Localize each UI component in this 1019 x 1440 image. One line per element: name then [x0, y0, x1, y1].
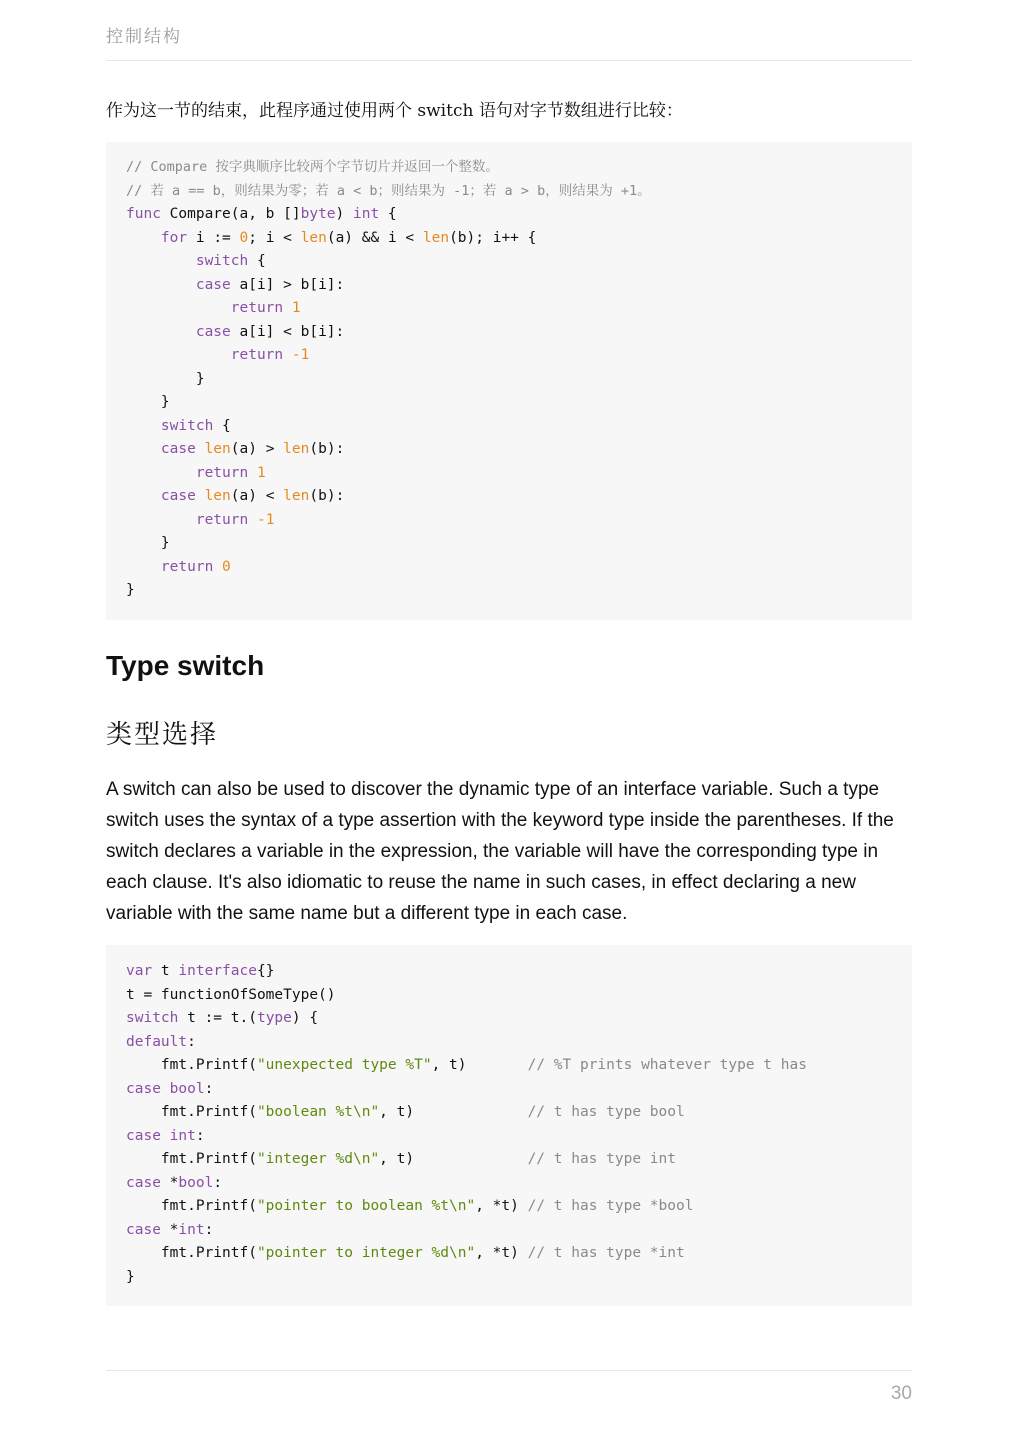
code-token: case	[126, 1174, 161, 1191]
code-token: len	[204, 488, 231, 504]
code-token: switch	[195, 253, 249, 269]
code-token: :	[213, 1174, 223, 1191]
code-token	[283, 347, 292, 363]
code-line	[126, 1078, 892, 1102]
code-token	[126, 230, 161, 246]
code-token	[196, 441, 205, 457]
code-token: return	[230, 300, 284, 316]
code-line	[126, 1172, 892, 1196]
code-line	[126, 1054, 892, 1078]
code-block-type-switch	[106, 945, 912, 1306]
code-token: int	[353, 206, 380, 222]
code-token: }	[126, 582, 135, 598]
code-token: bool	[178, 1174, 214, 1191]
code-token: func	[126, 206, 161, 222]
code-token: {}	[256, 963, 275, 979]
code-line	[126, 274, 892, 298]
code-line	[126, 1148, 892, 1172]
code-line	[126, 250, 892, 274]
code-line	[126, 297, 892, 321]
code-token: // 若 a == b，则结果为零；若 a < b；则结果为 -1；若 a > b，则结果为 +1。	[126, 182, 651, 199]
code-token: , t)	[379, 1104, 528, 1120]
code-token: (a) && i <	[326, 229, 423, 246]
code-token: // t has type int	[527, 1151, 676, 1167]
code-token: switch	[160, 417, 214, 434]
code-token: (b); i++ {	[449, 229, 537, 246]
code-token: }	[126, 370, 205, 387]
code-token: case	[160, 488, 196, 504]
code-token: (a) <	[230, 488, 284, 504]
code-token: ) {	[291, 1010, 319, 1026]
code-token: , *t)	[475, 1198, 528, 1214]
code-token: return	[160, 558, 214, 575]
code-token	[248, 465, 257, 481]
code-token: {	[379, 206, 397, 222]
code-token	[196, 488, 205, 504]
code-token	[126, 300, 231, 316]
code-token: byte	[300, 206, 336, 222]
code-block-compare	[106, 142, 912, 620]
code-token: return	[195, 464, 249, 481]
code-token	[126, 253, 196, 269]
code-token	[126, 512, 196, 528]
code-line	[126, 391, 892, 415]
code-line	[126, 438, 892, 462]
page-number: 30	[890, 1383, 912, 1404]
code-token: // t has type *int	[527, 1245, 685, 1261]
code-token: , t)	[431, 1057, 528, 1073]
code-token: {	[248, 253, 266, 269]
code-line	[126, 462, 892, 486]
code-token: return	[195, 511, 249, 528]
code-token: 1	[256, 464, 266, 481]
code-line	[126, 1007, 892, 1031]
code-token: switch	[126, 1010, 179, 1026]
code-token: t = functionOfSomeType()	[126, 986, 336, 1003]
code-token: len	[283, 488, 310, 504]
code-token: "unexpected type %T"	[256, 1057, 432, 1073]
code-token: bool	[169, 1080, 205, 1097]
code-token: type	[256, 1010, 292, 1026]
code-token	[126, 441, 161, 457]
code-token	[126, 277, 196, 293]
code-token: var	[126, 963, 153, 979]
code-token: len	[300, 229, 327, 246]
code-token	[126, 347, 231, 363]
code-line	[126, 1219, 892, 1243]
code-token: return	[230, 347, 284, 363]
code-line	[126, 156, 892, 180]
code-token	[283, 300, 292, 316]
code-token: Compare(a, b []	[160, 206, 301, 222]
code-token: // Compare 按字典顺序比较两个字节切片并返回一个整数。	[126, 159, 499, 175]
code-token: case	[195, 276, 231, 293]
code-line	[126, 344, 892, 368]
code-token: case	[126, 1080, 161, 1097]
code-token: -1	[291, 347, 310, 363]
intro-text: 作为这一节的结束，此程序通过使用两个 switch 语句对字节数组进行比较：	[106, 101, 683, 121]
code-token: // %T prints whatever type t has	[527, 1057, 807, 1073]
code-line	[126, 415, 892, 439]
code-line	[126, 368, 892, 392]
code-token	[126, 465, 196, 481]
code-line	[126, 1266, 892, 1290]
code-token: len	[204, 441, 231, 457]
code-token: fmt.Printf(	[126, 1057, 257, 1073]
code-token: )	[335, 206, 353, 222]
chapter-title: 控制结构	[106, 27, 182, 47]
code-token	[161, 1128, 170, 1144]
code-token: for	[160, 229, 188, 246]
body-paragraph: A switch can also be used to discover the dynamic type of an interface variable. Such a type switch uses the syntax of a type assertion with the keyword type inside the parentheses. If the switch declares a variable in the expression, the variable will have the corresponding type in each clause. It's also idiomatic to reuse the name in such cases, in effect declaring a new variable with the same name but a different type in each case.	[106, 779, 894, 924]
section-heading-zh: 类型选择	[106, 720, 219, 750]
code-token: (a) >	[230, 441, 284, 457]
section-heading-en: Type switch	[106, 650, 265, 681]
code-token: case	[195, 323, 231, 340]
code-line	[126, 1195, 892, 1219]
code-token	[126, 559, 161, 575]
code-token: "integer %d\n"	[256, 1151, 380, 1167]
code-token	[213, 559, 222, 575]
code-token: "boolean %t\n"	[256, 1104, 380, 1120]
code-token: fmt.Printf(	[126, 1198, 257, 1214]
code-token: }	[126, 535, 170, 551]
code-line	[126, 509, 892, 533]
code-token: default	[126, 1033, 188, 1050]
code-line	[126, 227, 892, 251]
code-line	[126, 203, 892, 227]
code-token: , *t)	[475, 1245, 528, 1261]
code-token: case	[160, 441, 196, 457]
code-token: -1	[256, 511, 275, 528]
code-token: fmt.Printf(	[126, 1151, 257, 1167]
code-token: 0	[239, 229, 249, 246]
code-line	[126, 984, 892, 1008]
code-token: fmt.Printf(	[126, 1104, 257, 1120]
page-header	[106, 22, 912, 61]
code-token	[126, 488, 161, 504]
code-token: "pointer to boolean %t\n"	[256, 1198, 476, 1214]
page-footer	[106, 1370, 912, 1404]
code-token: {	[213, 417, 231, 434]
code-token: 1	[291, 300, 301, 316]
code-token: // t has type *bool	[527, 1198, 694, 1214]
code-token: "pointer to integer %d\n"	[256, 1245, 476, 1261]
code-token: len	[283, 441, 310, 457]
code-line	[126, 1031, 892, 1055]
code-token	[126, 418, 161, 434]
code-token: ; i <	[248, 229, 301, 246]
code-token: int	[178, 1221, 205, 1238]
code-token: case	[126, 1221, 161, 1238]
code-token: i :=	[187, 229, 240, 246]
code-token	[248, 512, 257, 528]
code-token: }	[126, 1268, 135, 1285]
code-token: fmt.Printf(	[126, 1245, 257, 1261]
code-line	[126, 960, 892, 984]
code-line	[126, 1101, 892, 1125]
code-token: :	[187, 1033, 196, 1050]
code-line	[126, 532, 892, 556]
code-token: }	[126, 394, 170, 410]
code-token: (b):	[309, 441, 345, 457]
code-token: interface	[178, 963, 257, 979]
code-token: :	[204, 1221, 214, 1238]
code-token: :	[195, 1127, 205, 1144]
code-line	[126, 485, 892, 509]
code-token: *	[160, 1221, 179, 1238]
code-token: // t has type bool	[527, 1104, 685, 1120]
code-token: t := t.(	[178, 1010, 257, 1026]
code-line	[126, 180, 892, 204]
code-token: len	[422, 229, 450, 246]
code-token: :	[204, 1080, 214, 1097]
code-token: case	[126, 1127, 161, 1144]
code-line	[126, 1242, 892, 1266]
code-token: int	[169, 1127, 196, 1144]
code-token: *	[160, 1174, 179, 1191]
code-token: , t)	[379, 1151, 528, 1167]
code-token: t	[152, 963, 179, 979]
code-token: 0	[222, 558, 231, 575]
code-token: (b):	[309, 488, 345, 504]
code-line	[126, 579, 892, 603]
code-line	[126, 1125, 892, 1149]
code-line	[126, 321, 892, 345]
code-token	[126, 324, 196, 340]
code-token	[161, 1081, 170, 1097]
code-line	[126, 556, 892, 580]
code-token: a[i] < b[i]:	[230, 323, 345, 340]
code-token: a[i] > b[i]:	[230, 276, 345, 293]
